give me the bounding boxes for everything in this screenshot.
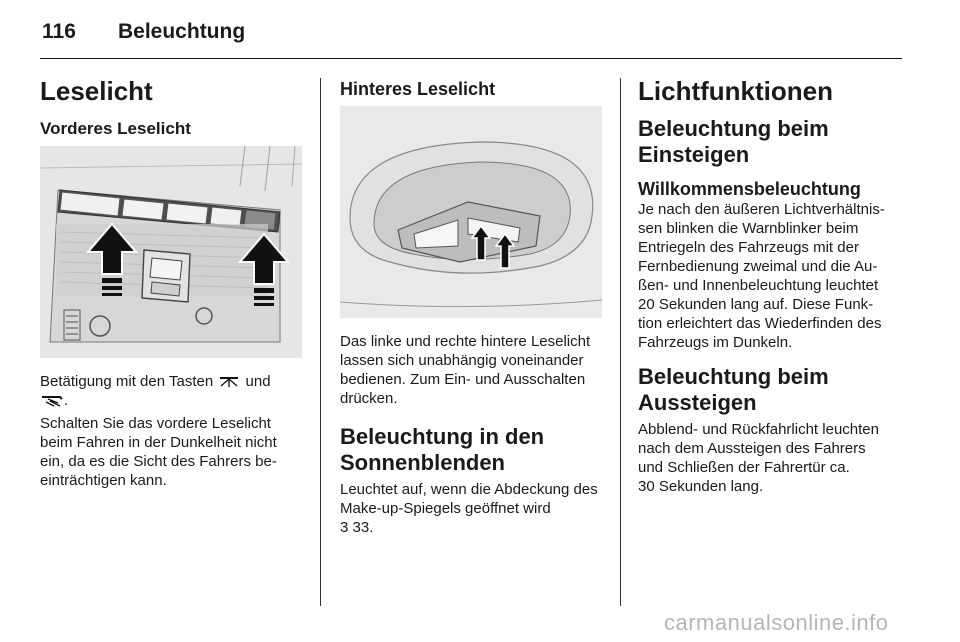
welcome-line-3: Entriegeln des Fahrzeugs mit der (638, 239, 859, 256)
paragraph-front-light (40, 414, 302, 490)
welcome-line-2: sen blinken die Warnblinker beim (638, 220, 859, 237)
welcome-line-5: ßen- und Innenbeleuchtung leuchtet (638, 277, 879, 294)
watermark: carmanualsonline.info (664, 610, 889, 635)
heading-beleuchtung-beim-aussteigen (638, 364, 829, 416)
column-divider-right (620, 78, 621, 606)
rear-reading-light-illustration (340, 106, 602, 318)
welcome-line-6: 20 Sekunden lang auf. Diese Funk- (638, 296, 874, 313)
heading-beleuchtung-beim-einsteigen (638, 116, 829, 168)
heading-aussteigen-line2: Aussteigen (638, 390, 757, 415)
section-heading-sonnenblenden-line2: Sonnenblenden (340, 450, 505, 475)
reference-page[interactable]: 33. (352, 519, 374, 536)
front-light-right-icon (40, 394, 64, 408)
welcome-line-4: Fernbedienung zweimal und die Au- (638, 258, 878, 275)
reference-symbol: 3 (340, 519, 349, 536)
page-number: 116 (42, 20, 76, 43)
subheading-willkommensbeleuchtung: Willkommensbeleuchtung (638, 179, 861, 199)
front-light-left-icon (217, 375, 241, 389)
exit-line-1: Abblend- und Rückfahrlicht leuchten (638, 421, 879, 438)
heading-einsteigen-line2: Einsteigen (638, 142, 750, 167)
subheading-hinteres-leselicht: Hinteres Leselicht (340, 79, 496, 99)
paragraph-aussteigen (638, 420, 908, 496)
caption-buttons (40, 372, 302, 410)
welcome-line-7: tion erleichtert das Wiederfinden des (638, 315, 882, 332)
exit-line-2: nach dem Aussteigen des Fahrers (638, 440, 866, 457)
caption-text-mid: und (245, 373, 271, 390)
page-header-title: Beleuchtung (118, 20, 246, 43)
section-heading-lichtfunktionen: Lichtfunktionen (638, 76, 833, 106)
heading-einsteigen-line1: Beleuchtung beim (638, 116, 829, 141)
paragraph-sonnenblenden (340, 480, 604, 537)
paragraph-willkommensbeleuchtung (638, 200, 908, 352)
exit-line-3: und Schließen der Fahrertür ca. (638, 459, 850, 476)
subheading-vorderes-leselicht: Vorderes Leselicht (40, 119, 191, 138)
caption-text-end: . (64, 392, 69, 409)
caption-text-pre: Betätigung mit den Tasten (40, 373, 214, 390)
paragraph-rear-light (340, 332, 604, 408)
paragraph-front-light-text: Schalten Sie das vordere Leselicht beim Fahren in der Dunkelheit nicht ein, da es die Sicht des Fahrers be-einträchtigen kann. (40, 415, 277, 489)
front-reading-light-illustration (40, 146, 302, 358)
welcome-line-1: Je nach den äußeren Lichtverhältnis- (638, 201, 885, 218)
section-heading-sonnenblenden-line1: Beleuchtung in den (340, 424, 545, 449)
paragraph-rear-light-text: Das linke und rechte hintere Leselicht lassen sich unabhängig voneinander bedienen. Zum Ein- und Ausschalten drücken. (340, 333, 591, 407)
heading-aussteigen-line1: Beleuchtung beim (638, 364, 829, 389)
section-heading-leselicht: Leselicht (40, 76, 153, 106)
header-rule (40, 58, 902, 59)
section-heading-sonnenblenden (340, 424, 544, 476)
column-divider-left (320, 78, 321, 606)
paragraph-sonnenblenden-text: Leuchtet auf, wenn die Abdeckung des Make-up-Spiegels geöffnet wird (340, 481, 598, 517)
exit-line-4: 30 Sekunden lang. (638, 478, 764, 495)
welcome-line-8: Fahrzeugs im Dunkeln. (638, 334, 793, 351)
